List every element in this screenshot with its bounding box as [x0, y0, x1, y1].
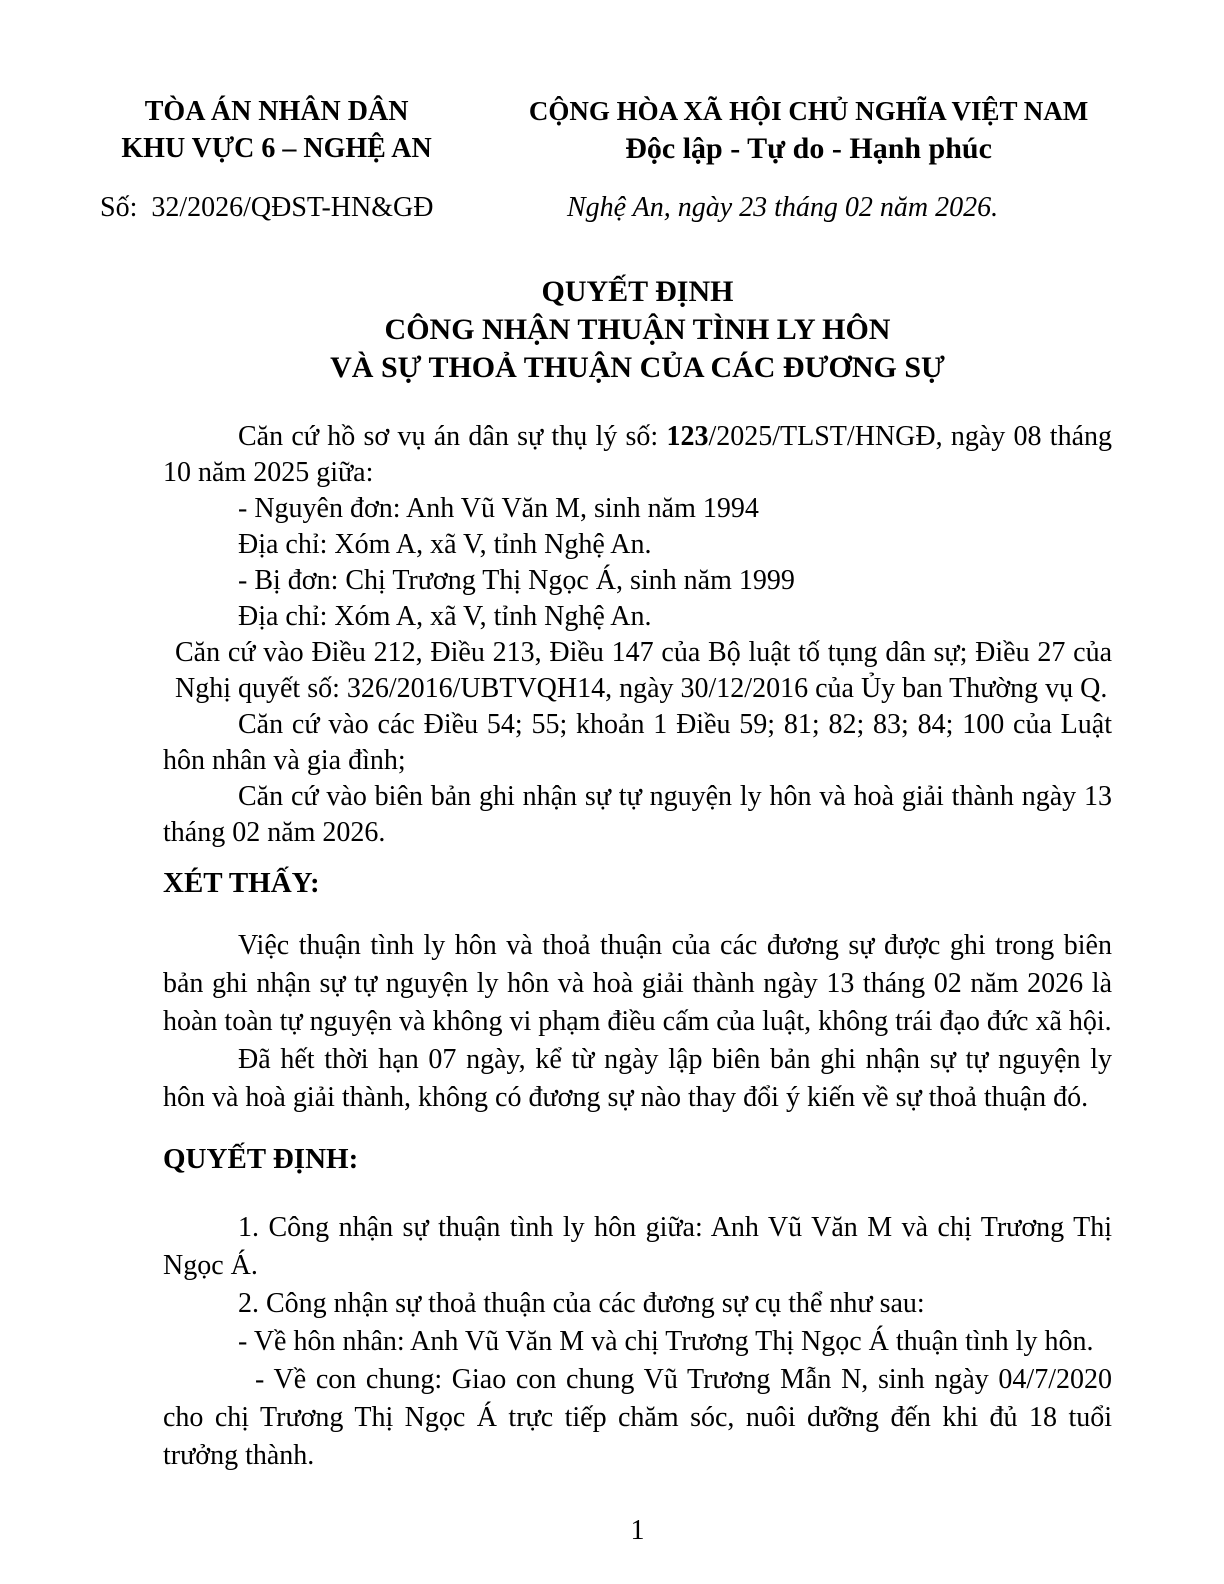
consideration-heading: XÉT THẤY:: [163, 867, 320, 899]
case-reference-text: Căn cứ hồ sơ vụ án dân sự thụ lý số:: [238, 421, 667, 452]
case-number: 123: [666, 421, 709, 452]
document-meta-row: [100, 189, 1112, 227]
national-title: CỘNG HÒA XÃ HỘI CHỦ NGHĨA VIỆT NAM: [528, 96, 1089, 126]
authority-region: KHU VỰC 6 – NGHỆ AN: [121, 133, 432, 164]
document-body: [163, 419, 1112, 1475]
authority-name: TÒA ÁN NHÂN DÂN: [144, 96, 409, 127]
consideration-paragraph-2: Đã hết thời hạn 07 ngày, kể từ ngày lập biên bản ghi nhận sự tự nguyện ly hôn và hoà giải thành, không có đương sự nào thay đổi ý kiến về sự thoả thuận đó.: [163, 1044, 1112, 1113]
page-number: 1: [630, 1515, 645, 1546]
case-reference-paragraph: [163, 419, 1112, 491]
title-line-2: CÔNG NHẬN THUẬN TÌNH LY HÔN: [384, 313, 891, 346]
document-number: Số: 32/2026/QĐST-HN&GĐ: [100, 192, 434, 223]
date-block: [505, 189, 1112, 227]
national-motto-block: [505, 93, 1112, 167]
title-line-3: VÀ SỰ THOẢ THUẬN CỦA CÁC ĐƯƠNG SỰ: [330, 351, 945, 384]
national-motto: Độc lập - Tự do - Hạnh phúc: [625, 132, 992, 165]
doc-number-block: [100, 189, 453, 227]
title-line-1: QUYẾT ĐỊNH: [541, 275, 734, 308]
consideration-paragraph-1: Việc thuận tình ly hôn và thoả thuận của các đương sự được ghi trong biên bản ghi nhận sự tự nguyện ly hôn và hoà giải thành ngày 13 tháng 02 năm 2026 là hoàn toàn tự nguyện và không vi phạm điều cấm của luật, không trái đạo đức xã hội.: [163, 930, 1112, 1037]
place-date-line: Nghệ An, ngày 23 tháng 02 năm 2026.: [567, 192, 999, 223]
case-reference-tail: /2025/TLST/HNGĐ, ngày 08 tháng 10 năm 2025 giữa:: [163, 421, 1112, 488]
plaintiff-address-line: Địa chỉ: Xóm A, xã V, tỉnh Nghệ An.: [238, 529, 652, 560]
defendant-address-line: Địa chỉ: Xóm A, xã V, tỉnh Nghệ An.: [238, 601, 652, 632]
decision-item-children: - Về con chung: Giao con chung Vũ Trương Mẫn N, sinh ngày 04/7/2020 cho chị Trương Thị Ngọc Á trực tiếp chăm sóc, nuôi dưỡng đến khi đủ 18 tuổi trưởng thành.: [163, 1364, 1112, 1471]
decision-heading: QUYẾT ĐỊNH:: [163, 1143, 359, 1175]
document-title: [163, 273, 1112, 387]
decision-item-1: 1. Công nhận sự thuận tình ly hôn giữa: Anh Vũ Văn M và chị Trương Thị Ngọc Á.: [163, 1212, 1112, 1281]
decision-item-2: 2. Công nhận sự thoả thuận của các đương sự cụ thể như sau:: [238, 1288, 925, 1319]
decision-item-marriage: - Về hôn nhân: Anh Vũ Văn M và chị Trương Thị Ngọc Á thuận tình ly hôn.: [238, 1326, 1094, 1357]
issuing-authority-block: [100, 93, 453, 167]
legal-basis-record: Căn cứ vào biên bản ghi nhận sự tự nguyện ly hôn và hoà giải thành ngày 13 tháng 02 năm 2026.: [163, 781, 1112, 848]
document-header: [100, 93, 1112, 167]
plaintiff-line: - Nguyên đơn: Anh Vũ Văn M, sinh năm 1994: [238, 493, 759, 524]
legal-basis-procedure: Căn cứ vào Điều 212, Điều 213, Điều 147 của Bộ luật tố tụng dân sự; Điều 27 của Nghị quyết số: 326/2016/UBTVQH14, ngày 30/12/2016 của Ủy ban Thường vụ Q.: [175, 637, 1112, 704]
legal-basis-marriage-law: Căn cứ vào các Điều 54; 55; khoản 1 Điều 59; 81; 82; 83; 84; 100 của Luật hôn nhân và gia đình;: [163, 709, 1112, 776]
defendant-line: - Bị đơn: Chị Trương Thị Ngọc Á, sinh năm 1999: [238, 565, 795, 596]
